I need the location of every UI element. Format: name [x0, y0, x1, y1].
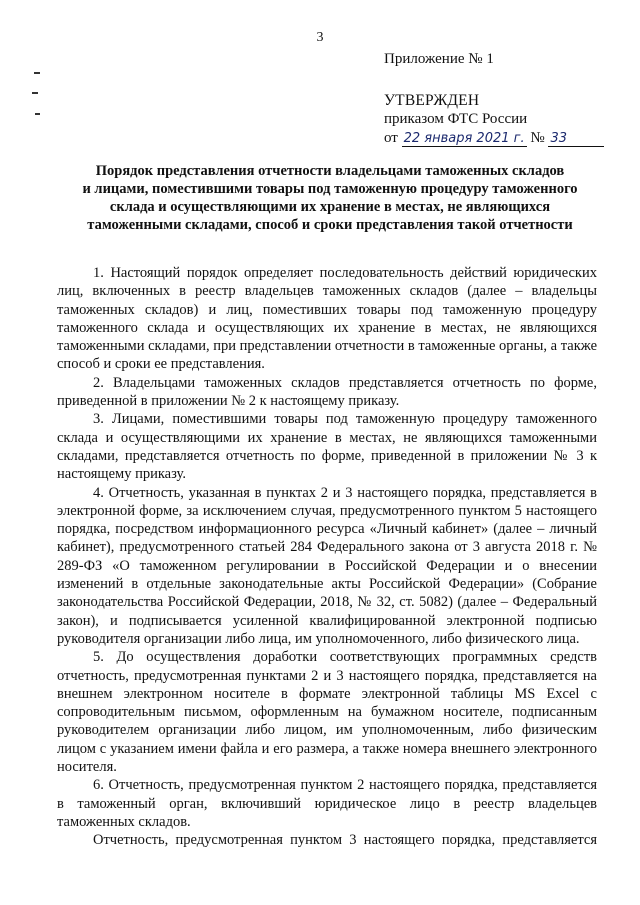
title-line: и лицами, поместившими товары под таможенную процедуру таможенного	[82, 181, 578, 197]
margin-mark	[35, 113, 40, 115]
title-line: Порядок представления отчетности владельцами таможенных складов	[95, 163, 565, 179]
paragraph-2: 2. Владельцами таможенных складов представляется отчетность по форме, приведенной в приложении № 2 к настоящему приказу.	[57, 374, 597, 410]
document-title	[56, 162, 604, 234]
order-date-line	[384, 129, 604, 148]
order-number-field	[548, 131, 604, 147]
appendix-label: Приложение № 1	[384, 51, 494, 67]
paragraph-3: 3. Лицами, поместившими товары под таможенную процедуру таможенного склада и осуществляющими их хранение в местах, не являющихся таможенными складами, представляется отчетность по форме, приведенной в приложении № 3 к настоящему приказу.	[57, 411, 597, 483]
paragraph-1: 1. Настоящий порядок определяет последовательность действий юридических лиц, включенных в реестр владельцев таможенных складов (далее – владельцы таможенных складов) и лиц, поместивших товары под таможенную процедуру таможенного склада и осуществляющих их хранение в местах, не являющихся таможенными складами, при представлении отчетности в таможенные органы, а также способ и сроки ее представления.	[57, 265, 597, 373]
order-date: 22 января 2021 г.	[403, 131, 525, 146]
page-number: 3	[316, 30, 324, 45]
approval-stamp	[384, 50, 604, 148]
document-body	[57, 264, 597, 850]
order-by-label: приказом ФТС России	[384, 111, 528, 127]
number-prefix: №	[530, 130, 545, 146]
title-line: склада и осуществляющими их хранение в местах, не являющихся	[109, 199, 551, 215]
order-date-field	[402, 131, 527, 147]
title-line: таможенными складами, способ и сроки представления такой отчетности	[87, 217, 573, 233]
margin-mark	[34, 72, 40, 74]
order-number: 33	[550, 131, 567, 146]
approved-label: УТВЕРЖДЕН	[384, 92, 480, 109]
paragraph-5: 5. До осуществления доработки соответствующих программных средств отчетность, предусмотренная пунктами 2 и 3 настоящего порядка, представляется на внешнем электронном носителе в формате электронной таблицы MS Excel с сопроводительным письмом, оформленным на бумажном носителе, подписанным руководителем организации либо лицом, им уполномоченным, либо физическим лицом с указанием имени файла и его размера, а также номера внешнего электронного носителя.	[57, 649, 597, 776]
paragraph-6: 6. Отчетность, предусмотренная пунктом 2 настоящего порядка, представляется в таможенный орган, включивший юридическое лицо в реестр владельцев таможенных складов.	[57, 777, 597, 830]
paragraph-7: Отчетность, предусмотренная пунктом 3 настоящего порядка, представляется	[93, 832, 597, 849]
margin-mark	[32, 92, 38, 94]
from-prefix: от	[384, 130, 398, 146]
paragraph-4: 4. Отчетность, указанная в пунктах 2 и 3 настоящего порядка, представляется в электронной форме, за исключением случая, предусмотренного пунктом 5 настоящего порядка, посредством информационного ресурса «Личный кабинет» (далее – личный кабинет), предусмотренного статьей 284 Федерального закона от 3 августа 2018 г. № 289-ФЗ «О таможенном регулировании в Российской Федерации и о внесении изменений в отдельные законодательные акты Российской Федерации» (Собрание законодательства Российской Федерации, 2018, № 32, ст. 5082) (далее – Федеральный закон), и подписывается усиленной квалифицированной электронной подписью руководителя организации либо лица, им уполномоченного, либо физического лица.	[57, 484, 597, 647]
